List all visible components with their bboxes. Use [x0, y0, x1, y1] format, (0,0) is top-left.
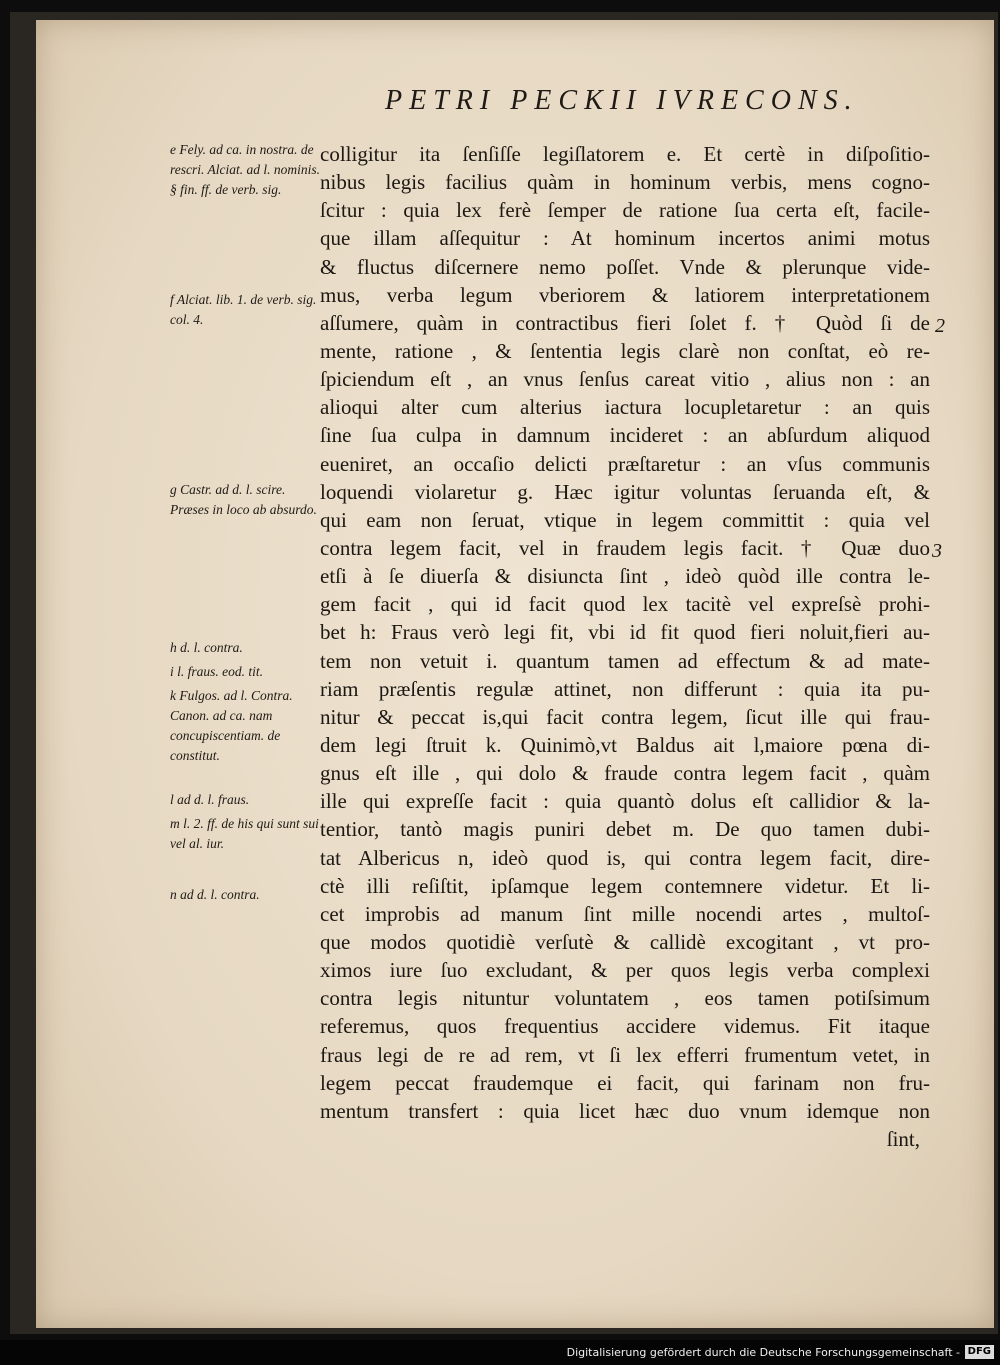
body-text: [320, 140, 930, 1153]
marginal-note-h: h d. l. contra.: [170, 640, 243, 655]
text-line: que illam aſſequitur : At hominum incertos animi motus: [320, 226, 930, 251]
text-line: referemus, quos frequentius accidere videmus. Fit itaque: [320, 1014, 930, 1039]
marginal-note-l: l ad d. l. fraus.: [170, 792, 250, 807]
text-line: tentior, tantò magis puniri debet m. De quo tamen dubi-: [320, 817, 930, 842]
marginal-note-k: k Fulgos. ad l. Contra. Canon. ad ca. nam concupiscentiam. de constitut.: [170, 688, 293, 763]
text-line: legem peccat fraudemque ei facit, qui farinam non fru-: [320, 1070, 930, 1095]
text-line: eueniret, an occaſio delicti præſtaretur : an vſus communis: [320, 451, 930, 476]
text-line: que modos quotidiè verſutè & callidè excogitant , vt pro-: [320, 929, 930, 954]
marginal-note-e: e Fely. ad ca. in nostra. de rescri. Alciat. ad l. nominis. § fin. ff. de verb. sig.: [170, 142, 320, 197]
text-line: mentum transfert : quia licet hæc duo vnum idemque non: [320, 1098, 930, 1123]
text-line: tem non vetuit i. quantum tamen ad effectum & ad mate-: [320, 648, 930, 673]
footer-bar: [0, 1340, 1000, 1365]
text-line: fraus legi de re ad rem, vt ſi lex efferri frumentum vetet, in: [320, 1042, 930, 1067]
text-line: contra legis nituntur voluntatem , eos tamen potiſsimum: [320, 986, 930, 1011]
marginal-note-n: n ad d. l. contra.: [170, 887, 260, 902]
paragraph-number: 2: [935, 315, 945, 337]
marginal-notes: [170, 140, 320, 920]
marginal-note-m: m l. 2. ff. de his qui sunt sui vel al. iur.: [170, 816, 319, 851]
text-line: alioqui alter cum alterius iactura locupletaretur : an quis: [320, 395, 930, 420]
text-line: qui eam non ſeruat, vtique in legem committit : quia vel: [320, 507, 930, 532]
text-line: ximos iure ſuo excludant, & per quos legis verba complexi: [320, 958, 930, 983]
marginal-note-f: f Alciat. lib. 1. de verb. sig. col. 4.: [170, 292, 317, 327]
marginal-note-g: g Castr. ad d. l. scire. Præses in loco ab absurdo.: [170, 482, 317, 517]
text-line: gem facit , qui id facit quod lex tacitè vel expreſsè prohi-: [320, 592, 930, 617]
marginal-note-i: i l. fraus. eod. tit.: [170, 664, 264, 679]
text-line: gnus eſt ille , qui dolo & fraude contra legem facit , quàm: [320, 761, 930, 786]
catchword: ſint,: [886, 1126, 920, 1151]
footer-credit: Digitalisierung gefördert durch die Deutsche Forschungsgemeinschaft -: [566, 1346, 960, 1359]
text-line: loquendi violaretur g. Hæc igitur voluntas ſeruanda eſt, &: [320, 479, 930, 504]
paragraph-number: 3: [932, 540, 942, 562]
text-line: ctè illi reſiſtit, ipſamque legem contemnere videtur. Et li-: [320, 873, 930, 898]
text-line: tat Albericus n, ideò quod is, qui contra legem facit, dire-: [320, 845, 930, 870]
text-line: mente, ratione , & ſententia legis clarè non conſtat, eò re-: [320, 338, 930, 363]
text-line: & fluctus diſcernere nemo poſſet. Vnde & plerunque vide-: [320, 254, 930, 279]
text-line: cet improbis ad manum ſint mille nocendi artes , multoſ-: [320, 901, 930, 926]
text-line: etſi à ſe diuerſa & disiuncta ſint , ideò quòd ille contra le-: [320, 564, 930, 589]
text-line: nibus legis facilius quàm in hominum verbis, mens cogno-: [320, 170, 930, 195]
text-line: ſpiciendum eſt , an vnus ſenſus careat vitio , alius non : an: [320, 367, 930, 392]
text-line: mus, verba legum vberiorem & latiorem interpretationem: [320, 282, 930, 307]
text-line: bet h: Fraus verò legi fit, vbi id fit quod fieri noluit,fieri au-: [320, 620, 930, 645]
text-line: ſcitur : quia lex ferè ſemper de ratione ſua certa eſt, facile-: [320, 198, 930, 223]
running-head: PETRI PECKII IVRECONS.: [385, 85, 859, 116]
dfg-logo: DFG: [965, 1345, 994, 1359]
text-line: aſſumere, quàm in contractibus fieri ſolet f. † Quòd ſi de: [320, 310, 930, 335]
text-line: dem legi ſtruit k. Quinimò,vt Baldus ait l,maiore pœna di-: [320, 732, 930, 757]
text-line: contra legem facit, vel in fraudem legis facit. † Quæ duo: [320, 535, 930, 560]
text-line: colligitur ita ſenſiſſe legiſlatorem e. Et certè in diſpoſitio-: [320, 142, 930, 166]
text-line: ille qui expreſſe facit : quia quantò dolus eſt callidior & la-: [320, 789, 930, 814]
text-line: riam præſentis regulæ attinet, non differunt : quia ita pu-: [320, 676, 930, 701]
text-line: nitur & peccat is,qui facit contra legem, ſicut ille qui frau-: [320, 704, 930, 729]
text-line: ſine ſua culpa in damnum incideret : an abſurdum aliquod: [320, 423, 930, 448]
